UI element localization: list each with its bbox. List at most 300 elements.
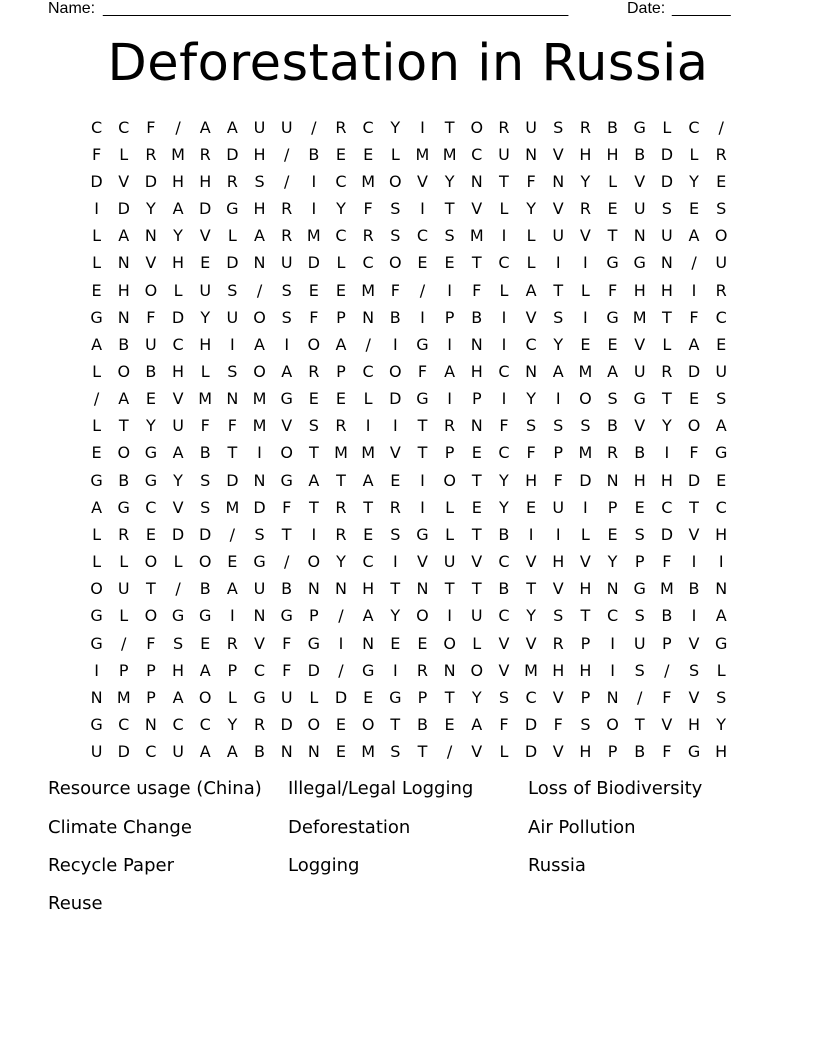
grid-letter[interactable]: S (716, 199, 727, 219)
grid-letter[interactable]: O (307, 715, 321, 735)
grid-letter[interactable]: T (607, 226, 618, 246)
grid-letter[interactable]: O (606, 715, 619, 735)
grid-letter[interactable]: Y (390, 117, 401, 137)
grid-letter[interactable]: E (308, 280, 319, 300)
grid-letter[interactable]: L (200, 361, 210, 381)
grid-letter[interactable]: E (471, 443, 482, 463)
grid-letter[interactable]: I (501, 226, 507, 246)
grid-letter[interactable]: I (501, 307, 507, 327)
grid-letter[interactable]: N (606, 687, 619, 707)
grid-letter[interactable]: H (172, 361, 185, 381)
grid-letter[interactable]: N (525, 144, 538, 164)
grid-letter[interactable]: E (145, 389, 156, 409)
grid-letter[interactable]: F (526, 171, 536, 191)
grid-letter[interactable]: D (660, 144, 674, 164)
grid-letter[interactable]: D (117, 742, 130, 762)
grid-letter[interactable]: S (200, 497, 211, 517)
grid-letter[interactable]: T (118, 416, 129, 436)
grid-letter[interactable]: U (498, 144, 510, 164)
grid-letter[interactable]: S (634, 660, 645, 680)
grid-letter[interactable]: H (633, 280, 646, 300)
grid-letter[interactable]: L (173, 280, 183, 300)
grid-letter[interactable]: R (335, 117, 347, 137)
grid-letter[interactable]: P (580, 687, 591, 707)
grid-letter[interactable]: Y (200, 307, 211, 327)
grid-letter[interactable]: N (606, 579, 619, 599)
grid-letter[interactable]: M (361, 742, 376, 762)
grid-letter[interactable]: C (199, 715, 211, 735)
grid-letter[interactable]: G (280, 606, 293, 626)
grid-letter[interactable]: L (119, 552, 129, 572)
grid-letter[interactable]: B (471, 307, 483, 327)
grid-letter[interactable]: O (470, 660, 484, 680)
grid-letter[interactable]: R (552, 633, 564, 653)
grid-letter[interactable]: S (688, 660, 700, 680)
grid-letter[interactable]: M (198, 389, 213, 409)
grid-letter[interactable]: P (662, 633, 672, 653)
grid-letter[interactable]: V (172, 497, 184, 517)
grid-letter[interactable]: E (444, 715, 455, 735)
grid-letter[interactable]: O (307, 334, 321, 354)
grid-letter[interactable]: U (172, 416, 184, 436)
grid-letter[interactable]: D (199, 199, 212, 219)
grid-letter[interactable]: A (91, 497, 103, 517)
grid-letter[interactable]: N (633, 226, 646, 246)
grid-letter[interactable]: A (281, 361, 293, 381)
grid-letter[interactable]: E (335, 280, 347, 300)
grid-letter[interactable]: T (227, 443, 238, 463)
grid-letter[interactable]: I (447, 606, 452, 626)
grid-letter[interactable]: R (145, 144, 157, 164)
grid-letter[interactable]: A (552, 361, 564, 381)
grid-letter[interactable]: U (470, 606, 483, 626)
grid-letter[interactable]: G (416, 334, 429, 354)
grid-letter[interactable]: G (144, 443, 158, 463)
grid-letter[interactable]: N (715, 579, 728, 599)
grid-letter[interactable]: I (610, 633, 615, 653)
grid-letter[interactable]: E (688, 389, 700, 409)
grid-letter[interactable]: V (579, 552, 591, 572)
grid-letter[interactable]: L (119, 606, 129, 626)
grid-letter[interactable]: M (306, 226, 321, 246)
grid-letter[interactable]: N (525, 361, 538, 381)
grid-letter[interactable]: A (118, 226, 130, 246)
grid-letter[interactable]: Y (526, 199, 536, 219)
grid-letter[interactable]: P (336, 307, 346, 327)
grid-letter[interactable]: H (715, 742, 728, 762)
grid-letter[interactable]: N (226, 389, 239, 409)
grid-letter[interactable]: S (227, 361, 238, 381)
grid-letter[interactable]: C (362, 361, 374, 381)
grid-letter[interactable]: L (390, 144, 400, 164)
grid-letter[interactable]: G (199, 606, 212, 626)
grid-letter[interactable]: P (417, 687, 428, 707)
grid-letter[interactable]: G (280, 470, 293, 490)
grid-letter[interactable]: G (226, 199, 239, 219)
grid-letter[interactable]: G (714, 443, 728, 463)
grid-letter[interactable]: R (715, 144, 727, 164)
grid-letter[interactable]: S (172, 633, 184, 653)
grid-letter[interactable]: L (526, 226, 536, 246)
grid-letter[interactable]: D (307, 660, 320, 680)
grid-letter[interactable]: H (579, 742, 592, 762)
grid-letter[interactable]: S (553, 606, 564, 626)
grid-letter[interactable]: A (254, 226, 265, 246)
grid-letter[interactable]: / (664, 660, 670, 680)
grid-letter[interactable]: N (335, 579, 347, 599)
grid-letter[interactable]: I (501, 334, 507, 354)
grid-letter[interactable]: L (526, 253, 536, 273)
grid-letter[interactable]: U (633, 361, 646, 381)
grid-letter[interactable]: Y (146, 416, 156, 436)
grid-letter[interactable]: M (361, 280, 376, 300)
grid-letter[interactable]: V (199, 226, 211, 246)
grid-letter[interactable]: S (526, 416, 537, 436)
grid-letter[interactable]: V (552, 742, 564, 762)
grid-letter[interactable]: I (365, 416, 371, 436)
grid-letter[interactable]: Y (526, 389, 536, 409)
grid-letter[interactable]: O (443, 633, 456, 653)
grid-letter[interactable]: O (144, 280, 158, 300)
grid-letter[interactable]: T (553, 280, 564, 300)
grid-letter[interactable]: P (634, 552, 645, 572)
grid-letter[interactable]: T (336, 470, 346, 490)
grid-letter[interactable]: S (390, 199, 401, 219)
grid-letter[interactable]: V (416, 552, 428, 572)
grid-letter[interactable]: L (309, 687, 319, 707)
grid-letter[interactable]: R (444, 416, 456, 436)
grid-letter[interactable]: B (688, 579, 700, 599)
grid-letter[interactable]: E (716, 470, 727, 490)
grid-letter[interactable]: A (444, 361, 456, 381)
grid-letter[interactable]: R (579, 199, 591, 219)
grid-letter[interactable]: T (308, 497, 319, 517)
grid-letter[interactable]: I (392, 552, 398, 572)
grid-letter[interactable]: I (311, 171, 317, 191)
grid-letter[interactable]: R (281, 199, 293, 219)
grid-letter[interactable]: B (281, 579, 293, 599)
grid-letter[interactable]: I (501, 389, 507, 409)
grid-letter[interactable]: A (199, 117, 211, 137)
grid-letter[interactable]: C (416, 226, 429, 246)
grid-letter[interactable]: N (470, 416, 483, 436)
grid-letter[interactable]: Y (553, 334, 564, 354)
grid-letter[interactable]: / (446, 742, 453, 762)
grid-letter[interactable]: S (580, 715, 591, 735)
grid-letter[interactable]: S (444, 226, 455, 246)
grid-letter[interactable]: V (688, 524, 700, 544)
grid-letter[interactable]: A (335, 334, 347, 354)
grid-letter[interactable]: Y (661, 416, 672, 436)
grid-letter[interactable]: L (499, 280, 509, 300)
grid-letter[interactable]: R (579, 117, 591, 137)
grid-letter[interactable]: H (715, 524, 728, 544)
grid-letter[interactable]: E (335, 742, 347, 762)
grid-letter[interactable]: P (118, 660, 129, 680)
grid-letter[interactable]: S (281, 280, 292, 300)
grid-letter[interactable]: V (172, 389, 184, 409)
grid-letter[interactable]: A (172, 199, 184, 219)
grid-letter[interactable]: H (606, 144, 619, 164)
grid-letter[interactable]: U (552, 226, 565, 246)
grid-letter[interactable]: T (444, 687, 455, 707)
grid-letter[interactable]: S (634, 524, 645, 544)
grid-letter[interactable]: R (199, 144, 211, 164)
grid-letter[interactable]: N (362, 633, 375, 653)
grid-letter[interactable]: B (118, 334, 130, 354)
grid-letter[interactable]: N (117, 307, 130, 327)
grid-letter[interactable]: C (606, 606, 619, 626)
grid-letter[interactable]: D (524, 715, 538, 735)
grid-letter[interactable]: D (226, 470, 239, 490)
grid-letter[interactable]: G (687, 742, 701, 762)
grid-letter[interactable]: Y (227, 715, 238, 735)
grid-letter[interactable]: E (444, 253, 455, 273)
grid-letter[interactable]: G (416, 524, 429, 544)
grid-letter[interactable]: M (415, 144, 430, 164)
grid-letter[interactable]: T (417, 416, 428, 436)
grid-letter[interactable]: C (525, 334, 537, 354)
grid-letter[interactable]: M (442, 144, 457, 164)
grid-letter[interactable]: N (144, 715, 157, 735)
grid-letter[interactable]: T (390, 579, 401, 599)
grid-letter[interactable]: F (689, 443, 699, 463)
grid-letter[interactable]: / (637, 687, 643, 707)
name-blank-line[interactable]: ________________________________________________________ (103, 0, 568, 17)
grid-letter[interactable]: S (200, 470, 211, 490)
grid-letter[interactable]: R (335, 497, 347, 517)
grid-letter[interactable]: V (552, 144, 564, 164)
grid-letter[interactable]: A (226, 742, 238, 762)
grid-letter[interactable]: V (416, 171, 428, 191)
grid-letter[interactable]: R (498, 117, 510, 137)
grid-letter[interactable]: E (363, 687, 374, 707)
grid-letter[interactable]: A (525, 280, 537, 300)
grid-letter[interactable]: I (555, 253, 561, 273)
grid-letter[interactable]: Y (173, 226, 183, 246)
grid-letter[interactable]: U (661, 226, 673, 246)
grid-letter[interactable]: C (145, 742, 157, 762)
grid-letter[interactable]: P (146, 687, 156, 707)
grid-letter[interactable]: T (580, 606, 591, 626)
grid-letter[interactable]: U (443, 552, 456, 572)
grid-letter[interactable]: N (606, 470, 619, 490)
grid-letter[interactable]: M (334, 443, 348, 463)
grid-letter[interactable]: S (634, 606, 645, 626)
grid-letter[interactable]: E (335, 389, 347, 409)
grid-letter[interactable]: F (363, 199, 373, 219)
grid-letter[interactable]: A (226, 117, 238, 137)
grid-letter[interactable]: U (280, 253, 293, 273)
grid-letter[interactable]: T (444, 117, 455, 137)
grid-letter[interactable]: B (634, 742, 646, 762)
grid-letter[interactable]: S (254, 171, 265, 191)
grid-letter[interactable]: T (471, 524, 482, 544)
grid-letter[interactable]: V (471, 742, 483, 762)
grid-letter[interactable]: I (555, 389, 561, 409)
grid-letter[interactable]: E (607, 334, 618, 354)
grid-letter[interactable]: A (226, 579, 238, 599)
grid-letter[interactable]: L (92, 253, 102, 273)
grid-letter[interactable]: V (688, 687, 700, 707)
grid-letter[interactable]: E (227, 552, 238, 572)
grid-letter[interactable]: O (198, 552, 212, 572)
grid-letter[interactable]: F (662, 742, 672, 762)
grid-letter[interactable]: M (252, 389, 267, 409)
grid-letter[interactable]: P (580, 633, 591, 653)
grid-letter[interactable]: I (94, 199, 99, 219)
grid-letter[interactable]: O (389, 361, 402, 381)
grid-letter[interactable]: E (607, 524, 618, 544)
grid-letter[interactable]: N (660, 253, 673, 273)
grid-letter[interactable]: O (117, 361, 131, 381)
grid-letter[interactable]: C (335, 171, 347, 191)
grid-letter[interactable]: E (145, 524, 156, 544)
grid-letter[interactable]: R (253, 715, 266, 735)
grid-letter[interactable]: G (633, 389, 646, 409)
grid-letter[interactable]: Y (716, 715, 727, 735)
grid-letter[interactable]: L (92, 416, 102, 436)
grid-letter[interactable]: E (308, 389, 319, 409)
grid-letter[interactable]: I (447, 389, 452, 409)
grid-letter[interactable]: I (718, 552, 724, 572)
grid-letter[interactable]: V (498, 633, 510, 653)
grid-letter[interactable]: F (662, 552, 672, 572)
grid-letter[interactable]: C (498, 443, 510, 463)
grid-letter[interactable]: P (336, 361, 346, 381)
grid-letter[interactable]: D (307, 253, 320, 273)
grid-letter[interactable]: G (606, 307, 619, 327)
grid-letter[interactable]: O (117, 443, 131, 463)
grid-letter[interactable]: I (257, 443, 262, 463)
grid-letter[interactable]: V (254, 633, 265, 653)
grid-letter[interactable]: D (226, 253, 239, 273)
grid-letter[interactable]: O (280, 443, 293, 463)
grid-letter[interactable]: C (471, 144, 483, 164)
grid-letter[interactable]: / (338, 606, 344, 626)
grid-letter[interactable]: F (282, 633, 292, 653)
grid-letter[interactable]: T (444, 579, 455, 599)
grid-letter[interactable]: / (283, 552, 290, 572)
grid-letter[interactable]: M (578, 443, 593, 463)
grid-letter[interactable]: T (526, 579, 536, 599)
grid-letter[interactable]: B (199, 443, 211, 463)
grid-letter[interactable]: F (282, 660, 292, 680)
grid-letter[interactable]: M (361, 171, 376, 191)
grid-letter[interactable]: F (526, 443, 536, 463)
grid-letter[interactable]: Y (146, 199, 156, 219)
grid-letter[interactable]: E (91, 443, 102, 463)
grid-letter[interactable]: L (662, 117, 672, 137)
grid-letter[interactable]: A (688, 334, 700, 354)
grid-letter[interactable]: I (420, 307, 425, 327)
grid-letter[interactable]: H (660, 470, 673, 490)
grid-letter[interactable]: H (579, 144, 592, 164)
grid-letter[interactable]: E (390, 633, 401, 653)
grid-letter[interactable]: O (307, 552, 321, 572)
grid-letter[interactable]: C (498, 361, 510, 381)
grid-letter[interactable]: D (90, 171, 103, 191)
grid-letter[interactable]: Y (526, 606, 536, 626)
grid-letter[interactable]: T (417, 443, 428, 463)
grid-letter[interactable]: A (172, 687, 184, 707)
grid-letter[interactable]: U (172, 742, 184, 762)
grid-letter[interactable]: / (338, 660, 344, 680)
grid-letter[interactable]: V (552, 199, 564, 219)
grid-letter[interactable]: B (498, 524, 510, 544)
grid-letter[interactable]: R (226, 633, 238, 653)
grid-letter[interactable]: C (688, 117, 700, 137)
grid-letter[interactable]: G (90, 470, 103, 490)
grid-letter[interactable]: F (227, 416, 237, 436)
grid-letter[interactable]: / (175, 117, 181, 137)
grid-letter[interactable]: I (230, 606, 235, 626)
grid-letter[interactable]: H (688, 715, 701, 735)
grid-letter[interactable]: V (525, 633, 537, 653)
grid-letter[interactable]: H (117, 280, 130, 300)
grid-letter[interactable]: I (691, 606, 697, 626)
grid-letter[interactable]: U (253, 117, 266, 137)
grid-letter[interactable]: A (715, 606, 727, 626)
grid-letter[interactable]: B (634, 443, 646, 463)
grid-letter[interactable]: C (118, 117, 130, 137)
grid-letter[interactable]: V (634, 334, 646, 354)
grid-letter[interactable]: / (718, 117, 724, 137)
date-blank-line[interactable]: _______ (672, 0, 731, 17)
grid-letter[interactable]: M (171, 144, 185, 164)
grid-letter[interactable]: / (93, 389, 100, 409)
grid-letter[interactable]: I (528, 524, 534, 544)
grid-letter[interactable]: H (172, 171, 185, 191)
grid-letter[interactable]: F (146, 117, 156, 137)
grid-letter[interactable]: D (253, 497, 266, 517)
grid-letter[interactable]: H (579, 579, 592, 599)
grid-letter[interactable]: P (146, 660, 156, 680)
grid-letter[interactable]: C (498, 253, 510, 273)
grid-letter[interactable]: L (92, 552, 102, 572)
grid-letter[interactable]: F (146, 307, 156, 327)
grid-letter[interactable]: V (552, 687, 564, 707)
grid-letter[interactable]: N (307, 742, 320, 762)
grid-letter[interactable]: G (90, 715, 103, 735)
grid-letter[interactable]: I (311, 524, 317, 544)
grid-letter[interactable]: C (715, 307, 727, 327)
grid-letter[interactable]: F (200, 416, 210, 436)
grid-letter[interactable]: R (661, 361, 673, 381)
grid-letter[interactable]: V (145, 253, 157, 273)
grid-letter[interactable]: O (389, 171, 402, 191)
grid-letter[interactable]: / (311, 117, 317, 137)
grid-letter[interactable]: F (472, 280, 482, 300)
grid-letter[interactable]: F (499, 715, 509, 735)
grid-letter[interactable]: E (580, 334, 591, 354)
grid-letter[interactable]: E (417, 633, 428, 653)
grid-letter[interactable]: O (144, 606, 158, 626)
grid-letter[interactable]: Y (499, 497, 509, 517)
grid-letter[interactable]: G (280, 389, 293, 409)
grid-letter[interactable]: E (335, 715, 347, 735)
grid-letter[interactable]: L (119, 144, 129, 164)
grid-letter[interactable]: N (90, 687, 103, 707)
grid-letter[interactable]: P (471, 389, 482, 409)
grid-letter[interactable]: I (420, 199, 425, 219)
grid-letter[interactable]: O (90, 579, 103, 599)
grid-letter[interactable]: P (227, 660, 238, 680)
grid-letter[interactable]: D (226, 144, 239, 164)
grid-letter[interactable]: / (229, 524, 236, 544)
grid-letter[interactable]: I (447, 280, 452, 300)
grid-letter[interactable]: I (583, 253, 588, 273)
